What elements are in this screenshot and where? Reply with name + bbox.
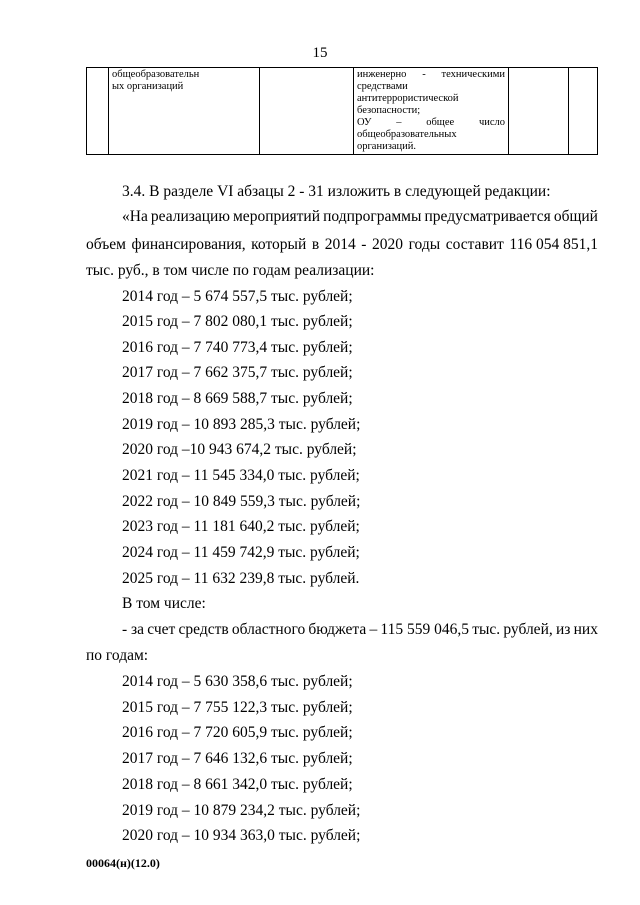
desc-line: общеобразовательных — [357, 129, 457, 140]
word: финансирования, — [131, 236, 246, 253]
word: областного — [231, 621, 306, 638]
year-total-line: 2017 год – 7 662 375,7 тыс. рублей; — [122, 364, 353, 381]
table-row — [87, 68, 598, 155]
word: - за — [122, 621, 145, 638]
regional-line-1 — [122, 621, 598, 639]
org-line: общеобразовательн — [112, 69, 200, 80]
year-regional-line: 2017 год – 7 646 132,6 тыс. рублей; — [122, 750, 353, 767]
desc-line: организаций. — [357, 141, 416, 152]
section-heading: 3.4. В разделе VI абзацы 2 - 31 изложить в следующей редакции: — [122, 183, 551, 200]
word: в — [311, 236, 320, 253]
word: «На — [122, 208, 148, 225]
year-total-line: 2025 год – 11 632 239,8 тыс. рублей. — [122, 570, 360, 587]
continuation-table — [86, 67, 598, 155]
word: составит — [445, 236, 504, 253]
intro-line-3: тыс. руб., в том числе по годам реализации: — [86, 262, 375, 279]
word: объем — [86, 236, 126, 253]
desc-line-justified — [357, 69, 505, 81]
table-cell-description — [354, 68, 509, 155]
word: из — [555, 621, 571, 638]
year-total-line: 2015 год – 7 802 080,1 тыс. рублей; — [122, 313, 353, 330]
desc-line-justified — [357, 117, 505, 129]
year-total-line: 2021 год – 11 545 334,0 тыс. рублей; — [122, 467, 360, 484]
word: общий — [553, 208, 598, 225]
year-regional-line: 2015 год – 7 755 122,3 тыс. рублей; — [122, 699, 353, 716]
year-total-line: 2019 год – 10 893 285,3 тыс. рублей; — [122, 416, 361, 433]
word: подпрограммы — [323, 208, 422, 225]
desc-line: безопасности; — [357, 105, 421, 116]
word: рублей, — [503, 621, 553, 638]
page-number: 15 — [312, 45, 328, 61]
word: предусматривается — [424, 208, 551, 225]
year-regional-line: 2020 год – 10 934 363,0 тыс. рублей; — [122, 827, 361, 844]
year-regional-line: 2019 год – 10 879 234,2 тыс. рублей; — [122, 802, 361, 819]
intro-line-1 — [122, 208, 598, 226]
table-cell-organization — [109, 68, 260, 155]
word: тыс. — [472, 621, 501, 638]
table-cell — [509, 68, 569, 155]
table-cell — [87, 68, 109, 155]
word: 116 054 851,1 — [509, 236, 598, 253]
table-cell — [569, 68, 598, 155]
word: который — [251, 236, 307, 253]
year-regional-line: 2018 год – 8 661 342,0 тыс. рублей; — [122, 776, 353, 793]
year-total-line: 2014 год – 5 674 557,5 тыс. рублей; — [122, 288, 353, 305]
year-total-line: 2018 год – 8 669 588,7 тыс. рублей; — [122, 390, 353, 407]
word: бюджета — [308, 621, 367, 638]
year-total-line: 2016 год – 7 740 773,4 тыс. рублей; — [122, 339, 353, 356]
intro-line-2 — [86, 236, 598, 254]
word: 2020 — [372, 236, 403, 253]
year-regional-line: 2014 год – 5 630 358,6 тыс. рублей; — [122, 673, 353, 690]
desc-line: антитеррористической — [357, 93, 459, 104]
word: – — [396, 117, 402, 128]
word: них — [573, 621, 598, 638]
in-that-label: В том числе: — [122, 595, 206, 612]
word: - — [361, 236, 367, 253]
word: техническими — [441, 69, 505, 80]
word: счет — [147, 621, 176, 638]
word: число — [478, 117, 505, 128]
word: 115 559 046,5 — [380, 621, 469, 638]
document-code: 00064(н)(12.0) — [86, 856, 160, 870]
word: – — [369, 621, 378, 638]
year-total-line: 2020 год –10 943 674,2 тыс. рублей; — [122, 441, 357, 458]
year-total-line: 2023 год – 11 181 640,2 тыс. рублей; — [122, 518, 360, 535]
word: мероприятий — [233, 208, 321, 225]
year-regional-line: 2016 год – 7 720 605,9 тыс. рублей; — [122, 724, 353, 741]
word: ОУ — [357, 117, 372, 128]
regional-line-2: по годам: — [86, 647, 149, 664]
word: годы — [408, 236, 441, 253]
word: средств — [178, 621, 229, 638]
desc-line: средствами — [357, 81, 408, 92]
word: реализацию — [150, 208, 230, 225]
org-line: ых организаций — [112, 81, 184, 92]
word: - — [422, 69, 426, 80]
word: 2014 — [324, 236, 356, 253]
year-total-line: 2022 год – 10 849 559,3 тыс. рублей; — [122, 493, 361, 510]
word: инженерно — [357, 69, 407, 80]
year-total-line: 2024 год – 11 459 742,9 тыс. рублей; — [122, 544, 360, 561]
word: общее — [426, 117, 455, 128]
table-cell — [260, 68, 354, 155]
